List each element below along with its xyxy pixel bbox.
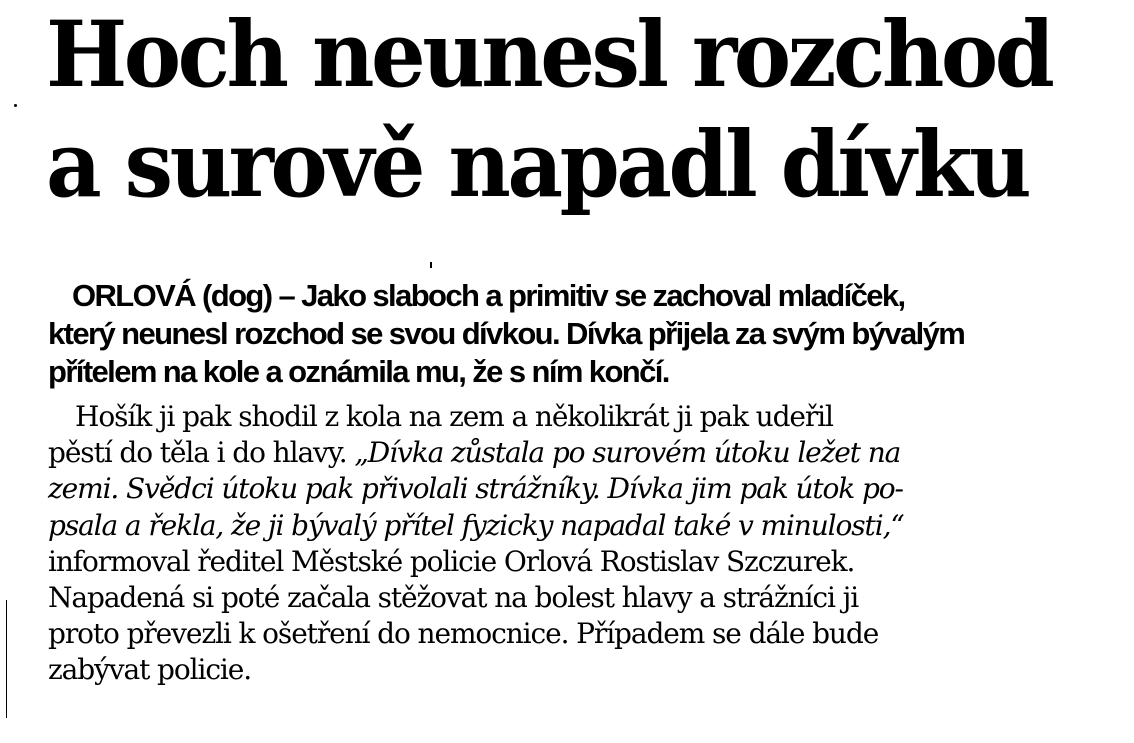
body-line-1: Hošík ji pak shodil z kola na zem a několikrát ji pak udeřil [75, 400, 833, 433]
lead-line-1: ORLOVÁ (dog) – Jako slaboch a primitiv se zachoval mladíček, [72, 278, 905, 313]
scan-speck [430, 262, 432, 268]
body-line-5: informoval ředitel Městské policie Orlová Rostislav Szczurek. [48, 544, 855, 578]
lead-line-2: který neunesl rozchod se svou dívkou. Dívka přijela za svým bývalým [48, 316, 965, 351]
body-line-7: proto převezli k ošetření do nemocnice. Případem se dále bude [48, 617, 879, 651]
scan-edge-line [6, 600, 7, 718]
body-line-3-quote: zemi. Svědci útoku pak přivolali strážníky. Dívka jim pak útok po- [48, 472, 903, 506]
quote-start: „Dívka zůstala po surovém útoku ležet na [354, 436, 901, 470]
article-body [48, 399, 1128, 689]
scan-speck [14, 104, 17, 107]
headline-line-2: a surově napadl dívku [46, 111, 1029, 219]
article-headline [46, 0, 1116, 220]
article-lead [48, 277, 1132, 391]
lead-line-3: přítelem na kole a oznámila mu, že s ním končí. [48, 354, 669, 389]
body-line-4-quote: psala a řekla, že ji bývalý přítel fyzicky napadal také v minulosti,“ [48, 508, 904, 542]
headline-line-1: Hoch neunesl rozchod [46, 1, 1052, 109]
body-line-2-text: pěstí do těla i do hlavy. [48, 436, 355, 470]
body-line-8: zabývat policie. [48, 653, 252, 687]
body-line-2 [48, 435, 1128, 471]
body-line-6: Napadená si poté začala stěžovat na bolest hlavy a strážníci ji [48, 581, 859, 615]
